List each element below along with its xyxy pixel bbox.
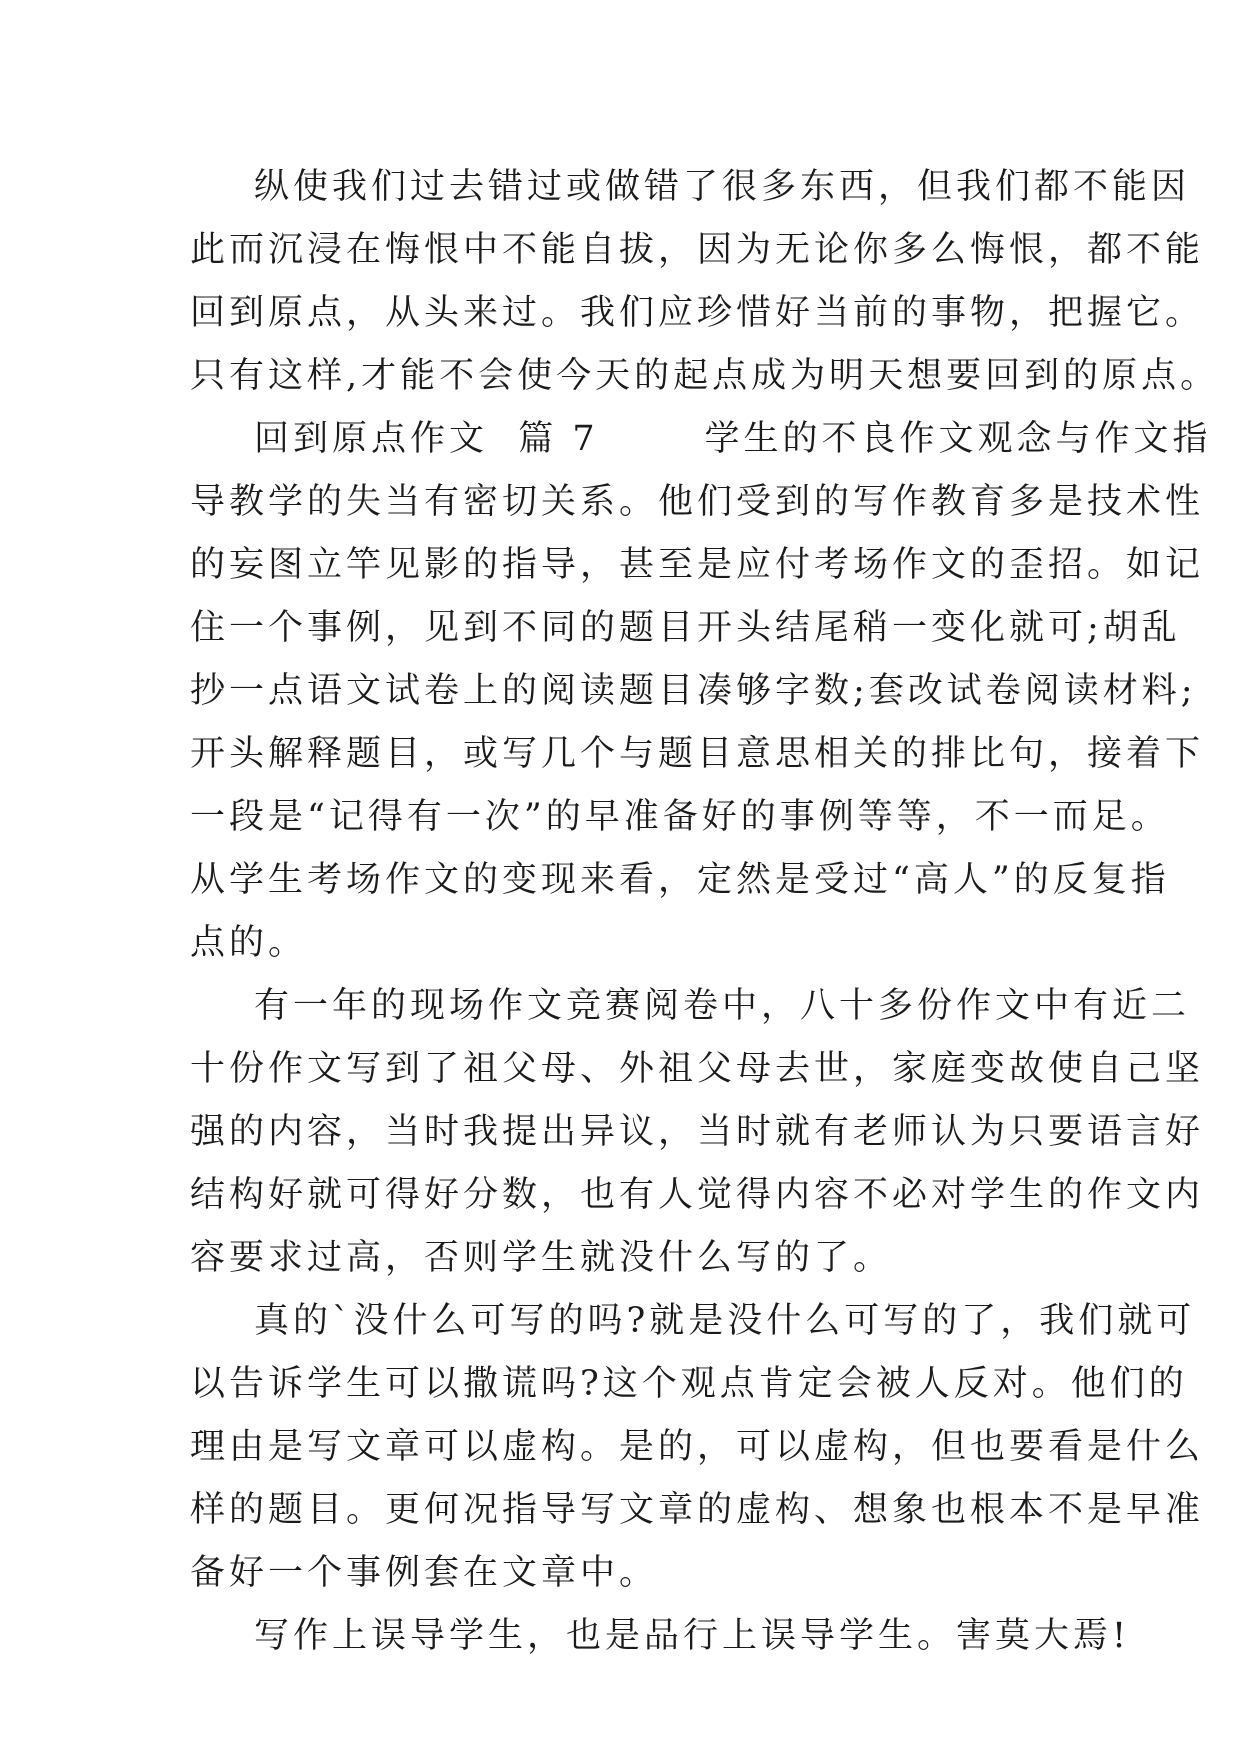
- text-line: 样的题目。更何况指导写文章的虚构、想象也根本不是早准: [190, 1490, 1205, 1530]
- document-body: [190, 156, 1220, 1668]
- text-line: 点的。: [190, 923, 308, 963]
- text-line: 回到原点，从头来过。我们应珍惜好当前的事物，把握它。: [190, 293, 1205, 333]
- text-line: 写作上误导学生，也是品行上误导学生。害莫大焉!: [254, 1616, 1131, 1656]
- text-line: 容要求过高，否则学生就没什么写的了。: [190, 1238, 893, 1278]
- text-line: 纵使我们过去错过或做错了很多东西，但我们都不能因: [254, 167, 1191, 207]
- text-line: 从学生考场作文的变现来看，定然是受过“高人”的反复指: [190, 860, 1170, 900]
- text-line: 结构好就可得好分数，也有人觉得内容不必对学生的作文内: [190, 1175, 1205, 1215]
- text-line: 十份作文写到了祖父母、外祖父母去世，家庭变故使自己坚: [190, 1049, 1205, 1089]
- text-line: 理由是写文章可以虚构。是的，可以虚构，但也要看是什么: [190, 1427, 1205, 1467]
- text-line: 真的`没什么可写的吗?就是没什么可写的了，我们就可: [254, 1301, 1196, 1341]
- text-line: 只有这样,才能不会使今天的起点成为明天想要回到的原点。: [190, 356, 1220, 396]
- text-line: 的妄图立竿见影的指导，甚至是应付考场作文的歪招。如记: [190, 545, 1205, 585]
- text-line: 有一年的现场作文竞赛阅卷中，八十多份作文中有近二: [254, 986, 1191, 1026]
- text-line: 此而沉浸在悔恨中不能自拔，因为无论你多么悔恨，都不能: [190, 230, 1205, 270]
- section-heading-line: 回到原点作文 篇 7 学生的不良作文观念与作文指: [254, 419, 1212, 459]
- text-line: 备好一个事例套在文章中。: [190, 1553, 659, 1593]
- text-line: 开头解释题目，或写几个与题目意思相关的排比句，接着下: [190, 734, 1205, 774]
- text-line: 住一个事例，见到不同的题目开头结尾稍一变化就可;胡乱: [190, 608, 1181, 648]
- text-line: 强的内容，当时我提出异议，当时就有老师认为只要语言好: [190, 1112, 1205, 1152]
- text-line: 导教学的失当有密切关系。他们受到的写作教育多是技术性: [190, 482, 1205, 522]
- text-line: 一段是“记得有一次”的早准备好的事例等等，不一而足。: [190, 797, 1170, 837]
- text-line: 以告诉学生可以撒谎吗?这个观点肯定会被人反对。他们的: [190, 1364, 1188, 1404]
- text-line: 抄一点语文试卷上的阅读题目凑够字数;套改试卷阅读材料;: [190, 671, 1197, 711]
